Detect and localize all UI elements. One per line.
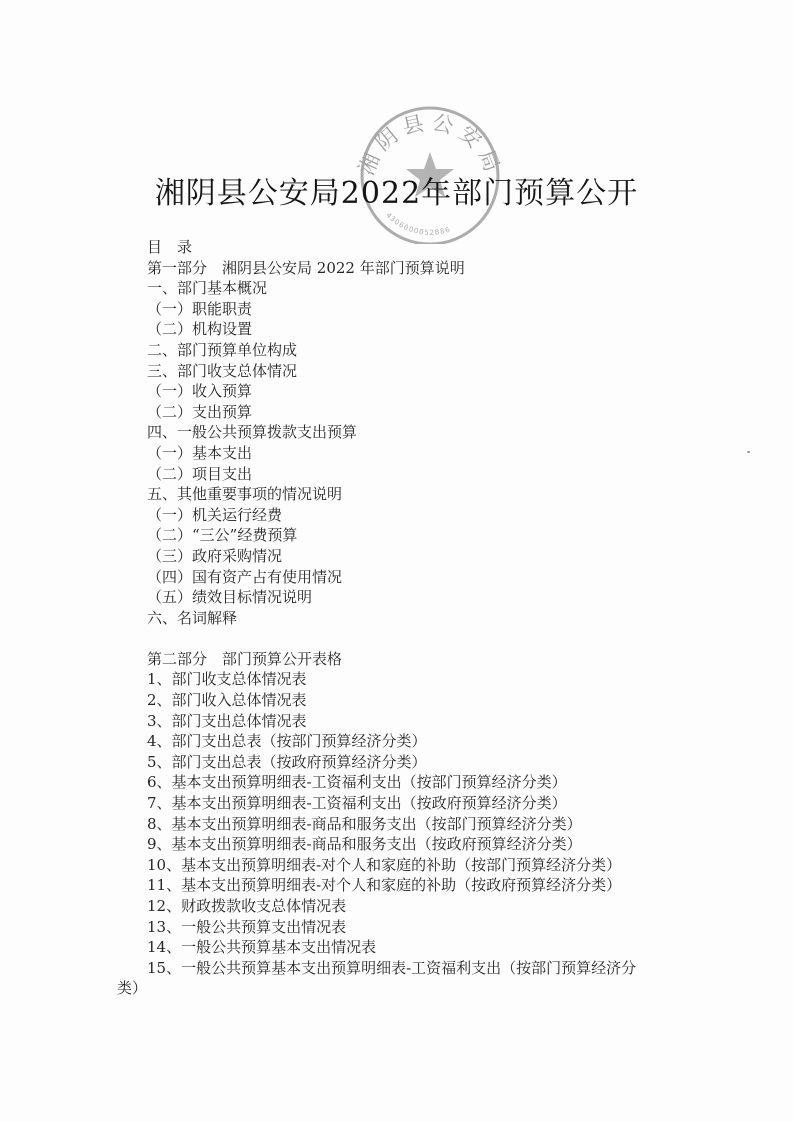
toc-item: 一、部门基本概况 bbox=[147, 279, 268, 298]
toc-item: （二）项目支出 bbox=[147, 464, 253, 483]
toc-item: 2、部门收入总体情况表 bbox=[147, 691, 307, 710]
section-gap bbox=[147, 628, 707, 649]
toc-item: 三、部门收支总体情况 bbox=[147, 361, 298, 380]
part2-heading: 第二部分 部门预算公开表格 bbox=[147, 649, 343, 668]
table-of-contents bbox=[117, 237, 707, 999]
page-title: 湘阴县公安局2022年部门预算公开 bbox=[154, 176, 639, 211]
seal-text: 湘阴县公安局 bbox=[354, 109, 507, 181]
toc-item: （二）支出预算 bbox=[147, 402, 253, 421]
toc-item: （一）收入预算 bbox=[147, 382, 253, 401]
toc-heading: 目 录 bbox=[147, 238, 193, 256]
toc-item: 6、基本支出预算明细表-工资福利支出（按部门预算经济分类） bbox=[147, 773, 567, 792]
toc-item: 11、基本支出预算明细表-对个人和家庭的补助（按政府预算经济分类） bbox=[147, 876, 622, 895]
toc-item: （三）政府采购情况 bbox=[147, 546, 283, 565]
toc-item: 13、一般公共预算支出情况表 bbox=[147, 917, 347, 936]
toc-item: 9、基本支出预算明细表-商品和服务支出（按政府预算经济分类） bbox=[147, 835, 582, 854]
toc-item: 14、一般公共预算基本支出情况表 bbox=[147, 938, 377, 957]
toc-item: （一）职能职责 bbox=[147, 299, 253, 318]
toc-item: 五、其他重要事项的情况说明 bbox=[147, 485, 343, 504]
toc-item: （二）“三公”经费预算 bbox=[147, 526, 298, 545]
toc-item: 二、部门预算单位构成 bbox=[147, 340, 298, 359]
toc-item: 10、基本支出预算明细表-对个人和家庭的补助（按部门预算经济分类） bbox=[147, 855, 622, 874]
toc-item: 六、名词解释 bbox=[147, 608, 238, 627]
toc-item: 12、财政拨款收支总体情况表 bbox=[147, 897, 347, 915]
toc-item-wrap: 类） bbox=[117, 979, 148, 998]
seal-code: 4306000052886 bbox=[384, 211, 452, 237]
part1-heading: 第一部分 湘阴县公安局 2022 年部门预算说明 bbox=[147, 258, 465, 277]
toc-item: 8、基本支出预算明细表-商品和服务支出（按部门预算经济分类） bbox=[147, 814, 582, 833]
toc-item: （四）国有资产占有使用情况 bbox=[147, 567, 343, 586]
toc-item: （一）基本支出 bbox=[147, 443, 253, 462]
toc-item: （一）机关运行经费 bbox=[147, 505, 283, 524]
toc-item: 15、一般公共预算基本支出预算明细表-工资福利支出（按部门预算经济分 bbox=[147, 958, 637, 977]
toc-item: 4、部门支出总表（按部门预算经济分类） bbox=[147, 732, 427, 751]
toc-item: 3、部门支出总体情况表 bbox=[147, 711, 307, 730]
toc-item: （二）机构设置 bbox=[147, 320, 253, 339]
toc-item: 7、基本支出预算明细表-工资福利支出（按政府预算经济分类） bbox=[147, 794, 567, 813]
toc-item: 四、一般公共预算拨款支出预算 bbox=[147, 423, 358, 442]
toc-item: 1、部门收支总体情况表 bbox=[147, 670, 307, 689]
toc-item: 5、部门支出总表（按政府预算经济分类） bbox=[147, 752, 427, 771]
scan-speck bbox=[747, 451, 750, 453]
toc-item: （五）绩效目标情况说明 bbox=[147, 588, 313, 607]
